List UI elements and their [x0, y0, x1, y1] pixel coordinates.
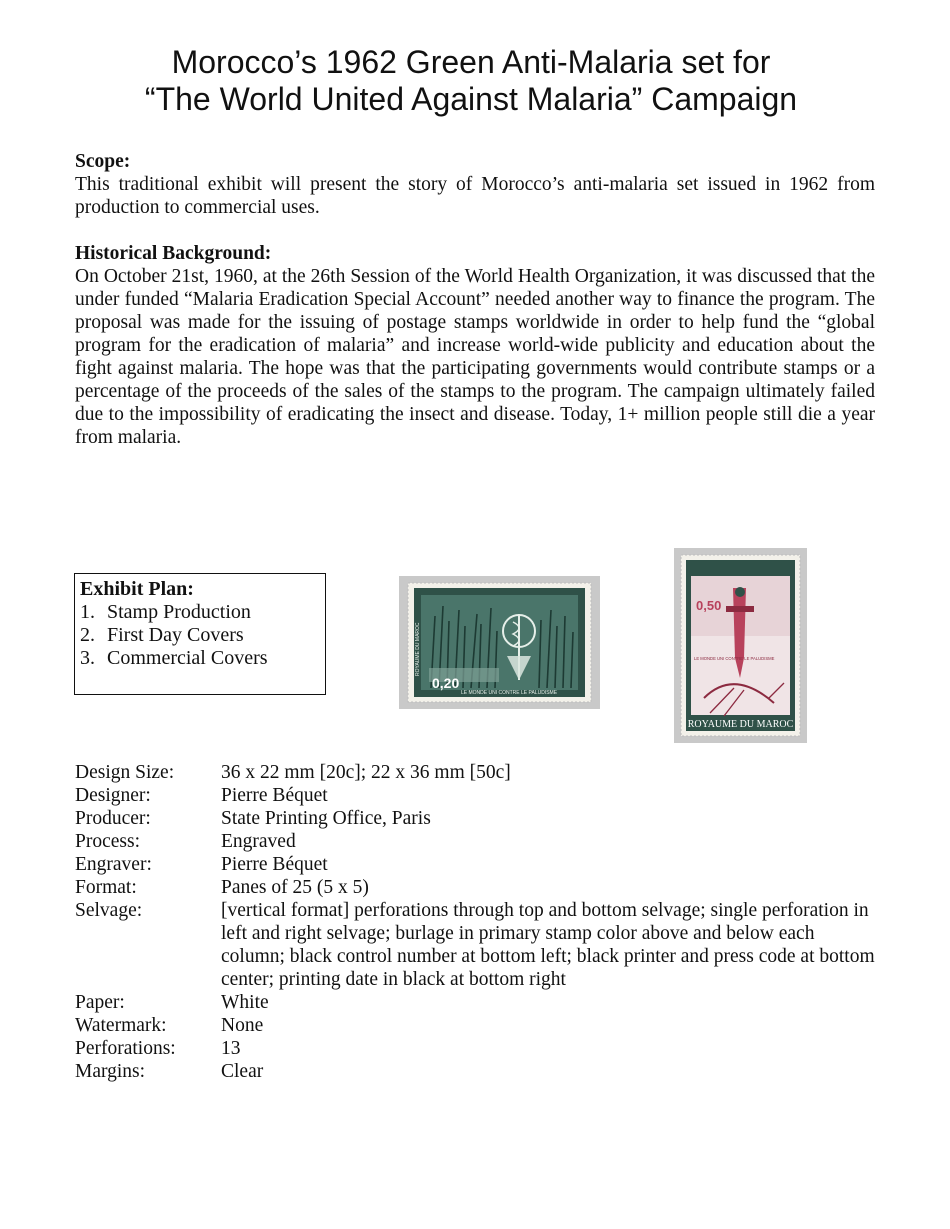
spec-label: Margins:	[75, 1061, 146, 1082]
spec-value: Clear	[221, 1061, 264, 1082]
stamp-20c-side-text: ROYAUME DU MAROC	[415, 622, 421, 676]
exhibit-plan-item-number: 1.	[80, 601, 95, 623]
spec-label: Designer:	[75, 785, 151, 806]
spec-row	[75, 807, 875, 830]
spec-value: Panes of 25 (5 x 5)	[221, 877, 369, 898]
spec-label: Process:	[75, 831, 140, 852]
exhibit-plan-item	[80, 647, 325, 670]
stamp-20c-value: 0,20	[432, 675, 460, 691]
historical-background-heading: Historical Background:	[75, 243, 272, 264]
stamp-50c-caption: LE MONDE UNI CONTRE LE PALUDISME	[694, 656, 775, 661]
spec-row	[75, 853, 875, 876]
spec-label: Producer:	[75, 808, 151, 829]
spec-value: [vertical format] perforations through top and bottom selvage; single perforation in left and right selvage; burlage in primary stamp color above and below each column; black control number at bottom left; black printer and press code at bottom center; printing date in black at bottom right	[221, 900, 875, 990]
spec-row	[75, 899, 875, 991]
historical-background-section	[75, 242, 875, 449]
stamp-20c-image	[399, 576, 600, 709]
spec-row	[75, 876, 875, 899]
stamp-50c-value: 0,50	[696, 598, 722, 613]
historical-background-text: On October 21st, 1960, at the 26th Session of the World Health Organization, it was discussed that the under funded “Malaria Eradication Special Account” needed another way to finance the program. The proposal was made for the issuing of postage stamps worldwide in order to help fund the “global program for the eradication of malaria” and increase world-wide publicity and education about the fight against malaria. The hope was that the participating governments would contribute stamps or a percentage of the proceeds of the sales of the stamps to the program. The campaign ultimately failed due to the impossibility of eradicating the insect and disease. Today, 1+ million people still die a year from malaria.	[75, 266, 875, 448]
stamp-specifications	[75, 761, 875, 1083]
exhibit-plan-item-number: 2.	[80, 624, 95, 646]
spec-label: Perforations:	[75, 1038, 176, 1059]
spec-row	[75, 991, 875, 1014]
spec-value: Pierre Béquet	[221, 785, 328, 806]
spec-row	[75, 1037, 875, 1060]
spec-row	[75, 1014, 875, 1037]
title-line-1: Morocco’s 1962 Green Anti-Malaria set for	[171, 44, 771, 80]
spec-row	[75, 1060, 875, 1083]
spec-value: Engraved	[221, 831, 296, 852]
exhibit-plan-item-label: Stamp Production	[107, 601, 251, 623]
spec-label: Engraver:	[75, 854, 152, 875]
spec-row	[75, 761, 875, 784]
exhibit-plan-item	[80, 601, 325, 624]
exhibit-plan-box	[74, 573, 326, 695]
title-line-2: “The World United Against Malaria” Campaign	[144, 81, 798, 117]
stamp-50c-image	[674, 548, 807, 743]
page-title	[0, 44, 942, 118]
stamp-20c-caption: LE MONDE UNI CONTRE LE PALUDISME	[461, 690, 558, 696]
exhibit-plan-item-number: 3.	[80, 647, 95, 669]
exhibit-plan-item-label: Commercial Covers	[107, 647, 268, 669]
spec-value: State Printing Office, Paris	[221, 808, 431, 829]
spec-value: 13	[221, 1038, 241, 1059]
spec-row	[75, 784, 875, 807]
spec-value: 36 x 22 mm [20c]; 22 x 36 mm [50c]	[221, 762, 511, 783]
spec-value: None	[221, 1015, 264, 1036]
spec-label: Design Size:	[75, 762, 175, 783]
scope-heading: Scope:	[75, 151, 131, 172]
scope-section	[75, 150, 875, 219]
scope-text: This traditional exhibit will present the story of Morocco’s anti-malaria set issued in 1962 from production to commercial uses.	[75, 174, 875, 218]
spec-label: Selvage:	[75, 900, 143, 921]
exhibit-plan-item	[80, 624, 325, 647]
exhibit-plan-item-label: First Day Covers	[107, 624, 244, 646]
spec-label: Paper:	[75, 992, 125, 1013]
spec-row	[75, 830, 875, 853]
spec-label: Format:	[75, 877, 137, 898]
spec-value: White	[221, 992, 269, 1013]
stamp-50c-bottom-text: ROYAUME DU MAROC	[687, 719, 794, 730]
exhibit-plan-heading: Exhibit Plan:	[80, 578, 194, 600]
spec-label: Watermark:	[75, 1015, 167, 1036]
spec-value: Pierre Béquet	[221, 854, 328, 875]
